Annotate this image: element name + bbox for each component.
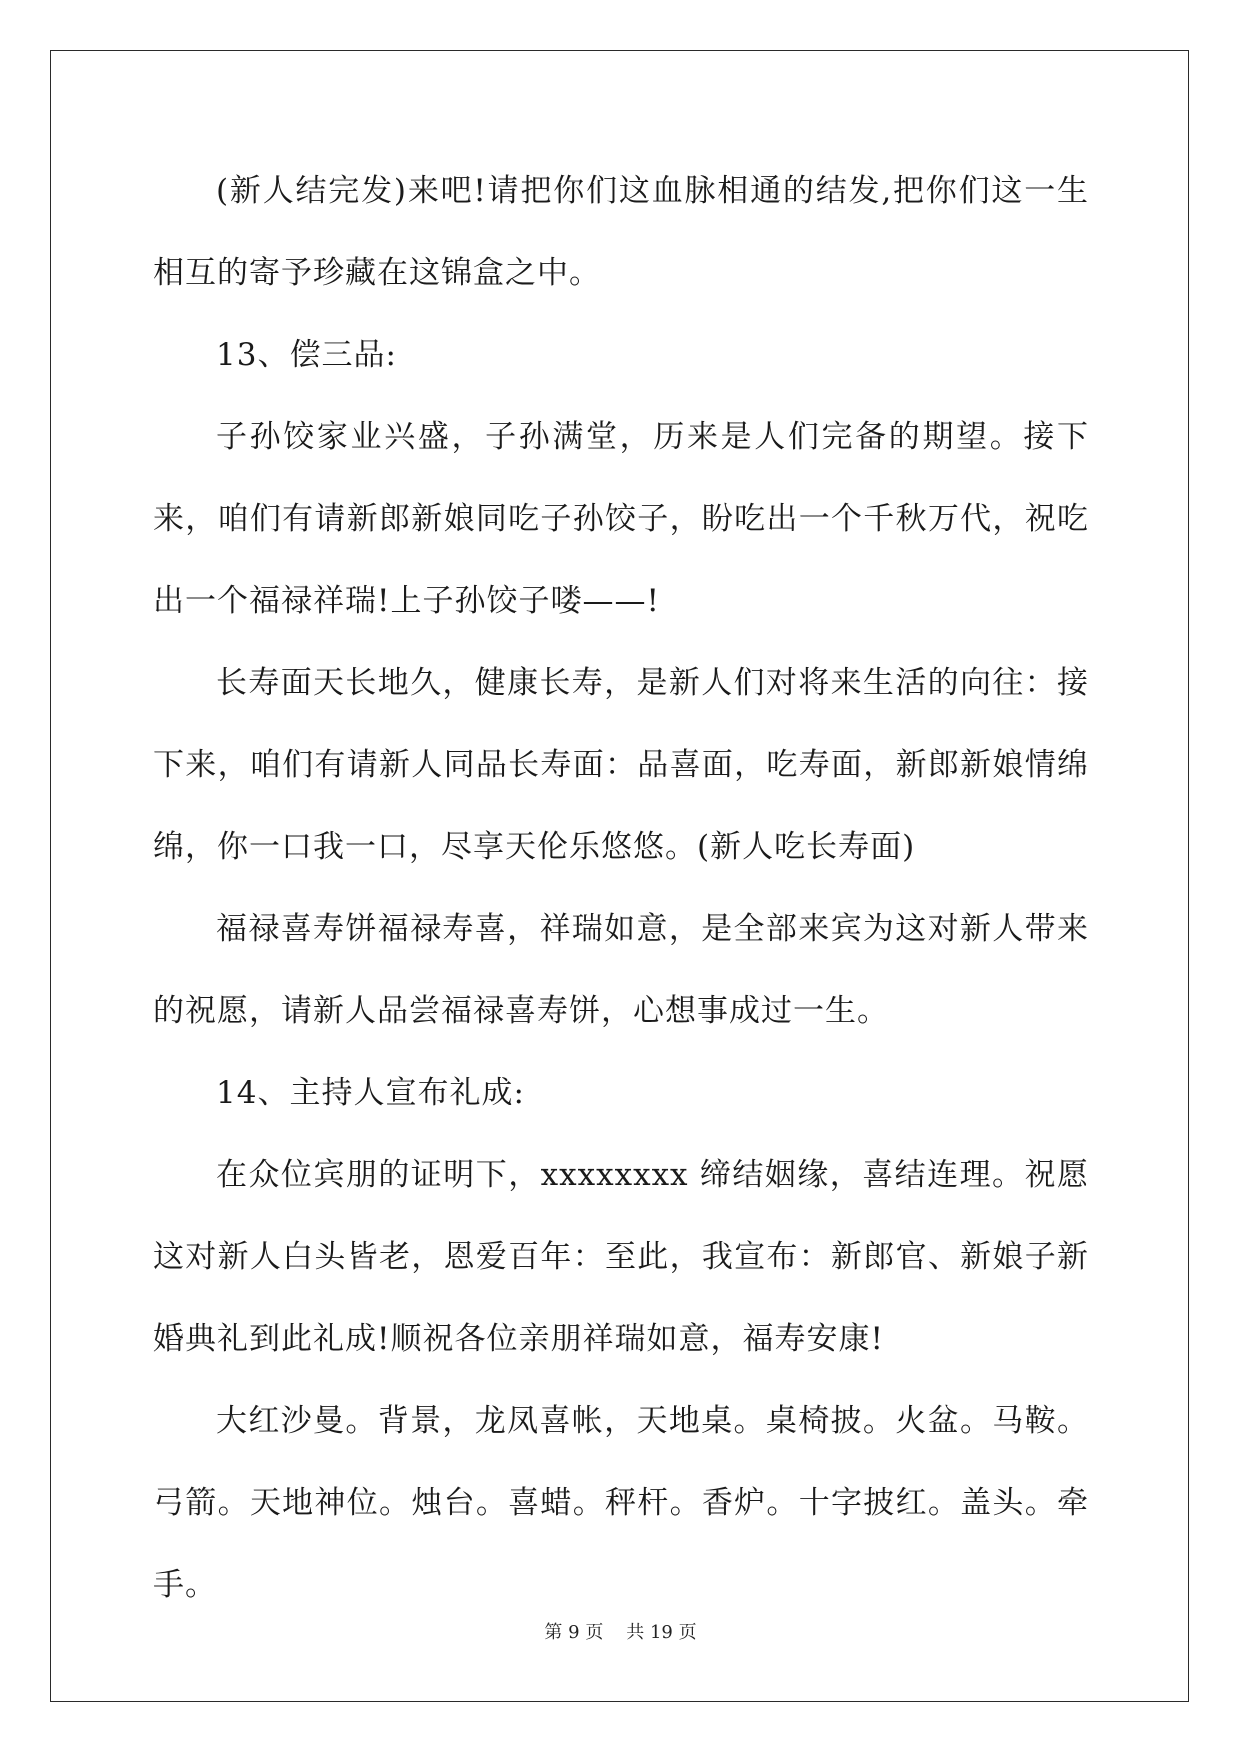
paragraph-fortune-cake: 福禄喜寿饼福禄寿喜，祥瑞如意，是全部来宾为这对新人带来的祝愿，请新人品尝福禄喜寿饼，心想事成过一生。 xyxy=(153,911,1089,1029)
page-total: 共 19 页 xyxy=(626,1622,697,1643)
page-footer xyxy=(0,1618,1241,1644)
document-body xyxy=(153,150,1089,1626)
page-number: 第 9 页 xyxy=(544,1622,604,1643)
section-heading-ceremony-complete: 14、主持人宣布礼成: xyxy=(216,1075,525,1111)
paragraph-dumplings: 子孙饺家业兴盛，子孙满堂，历来是人们完备的期望。接下来，咱们有请新郎新娘同吃子孙饺子，盼吃出一个千秋万代，祝吃出一个福禄祥瑞!上子孙饺子喽——! xyxy=(153,419,1089,619)
paragraph-longevity-noodles: 长寿面天长地久，健康长寿，是新人们对将来生活的向往：接下来，咱们有请新人同品长寿面：品喜面，吃寿面，新郎新娘情绵绵，你一口我一口，尽享天伦乐悠悠。(新人吃长寿面) xyxy=(153,665,1089,865)
section-heading-three-tastes: 13、偿三品: xyxy=(216,337,397,373)
paragraph-hair-ceremony: (新人结完发)来吧!请把你们这血脉相通的结发,把你们这一生相互的寄予珍藏在这锦盒之中。 xyxy=(153,173,1089,291)
paragraph-announcement: 在众位宾朋的证明下，xxxxxxxx 缔结姻缘，喜结连理。祝愿这对新人白头皆老，恩爱百年：至此，我宣布：新郎官、新娘子新婚典礼到此礼成!顺祝各位亲朋祥瑞如意，福寿安康! xyxy=(153,1157,1089,1357)
paragraph-props-list: 大红沙曼。背景，龙凤喜帐，天地桌。桌椅披。火盆。马鞍。弓箭。天地神位。烛台。喜蜡。秤杆。香炉。十字披红。盖头。牵手。 xyxy=(153,1403,1089,1603)
